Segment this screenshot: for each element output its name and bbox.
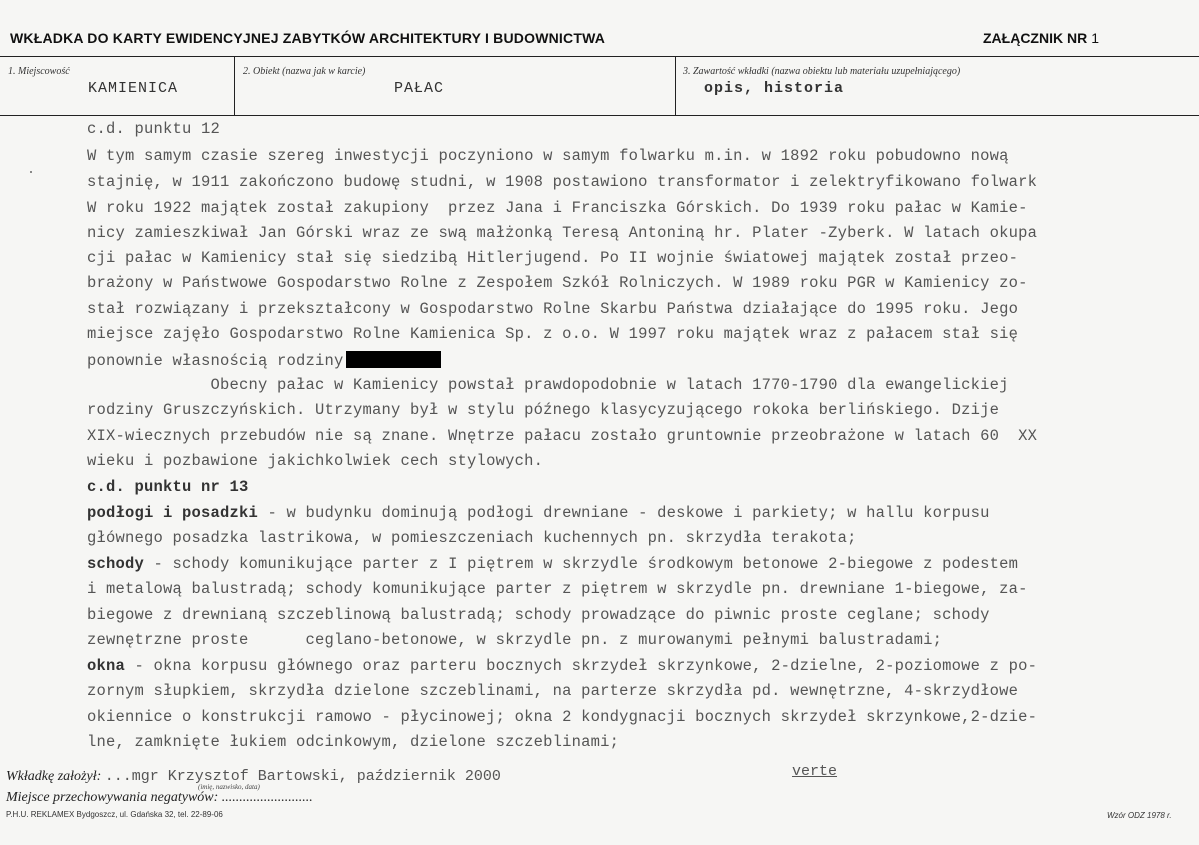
field-divider-2 (675, 56, 676, 115)
text-line: zornym słupkiem, skrzydła dzielone szczeblinami, na parterze skrzydła pd. wewnętrzne, 4-skrzydłowe (87, 682, 1019, 700)
stairs-line (87, 555, 1018, 573)
redaction-bar (346, 351, 441, 368)
text-fragment: ponownie własnością rodziny (87, 352, 344, 370)
founder-dots: ... (104, 768, 132, 785)
header-bottom-rule (0, 115, 1199, 116)
locality-label: 1. Miejscowość (8, 66, 70, 77)
windows-label: okna (87, 657, 126, 675)
founder-value: mgr Krzysztof Bartowski, październik 2000 (131, 768, 501, 785)
annex-label (983, 30, 1099, 46)
text-line: okiennice o konstrukcji ramowo - płycinowej; okna 2 kondygnacji bocznych skrzydeł skrzynkowe,2-dzie- (87, 708, 1038, 726)
storage-row (6, 790, 313, 806)
printer-info: P.H.U. REKLAMEX Bydgoszcz, ul. Gdańska 32, tel. 22-89-06 (6, 810, 223, 819)
text-line: W roku 1922 majątek został zakupiony przez Jana i Franciszka Górskich. Do 1939 roku pałac w Kamie- (87, 199, 1028, 217)
content-label: 3. Zawartość wkładki (nazwa obiektu lub materiału uzupełniającego) (683, 66, 961, 77)
heading-point-12: c.d. punktu 12 (87, 120, 221, 138)
text-line: stał rozwiązany i przekształcony w Gospodarstwo Rolne Skarbu Państwa działające do 1995 roku. Jego (87, 300, 1019, 318)
text-line: Obecny pałac w Kamienicy powstał prawdopodobnie w latach 1770-1790 dla ewangelickiej (87, 376, 1009, 394)
text-line: rodziny Gruszczyńskich. Utrzymany był w stylu późnego klasycyzującego rokoka berlińskiego. Dzije (87, 401, 1000, 419)
text-fragment: - okna korpusu głównego oraz parteru bocznych skrzydeł skrzynkowe, 2-dzielne, 2-poziomowe z po- (125, 657, 1038, 675)
text-fragment: - w budynku dominują podłogi drewniane - deskowe i parkiety; w hallu korpusu (258, 504, 990, 522)
text-line: XIX-wiecznych przebudów nie są znane. Wnętrze pałacu zostało gruntownie przeobrażone w latach 60 XX (87, 427, 1038, 445)
text-line: i metalową balustradą; schody komunikujące parter z piętrem w skrzydle pn. drewniane 1-biegowe, za- (87, 580, 1028, 598)
stairs-label: schody (87, 555, 145, 573)
text-line: cji pałac w Kamienicy stał się siedzibą Hitlerjugend. Po II wojnie światowej majątek został przeo- (87, 249, 1019, 267)
text-line: biegowe z drewnianą szczeblinową balustradą; schody prowadzące do piwnic proste ceglane; schody (87, 606, 990, 624)
floors-line (87, 504, 990, 522)
annex-label-text: ZAŁĄCZNIK NR (983, 30, 1088, 46)
windows-line (87, 657, 1037, 675)
form-title: WKŁADKA DO KARTY EWIDENCYJNEJ ZABYTKÓW ARCHITEKTURY I BUDOWNICTWA (10, 30, 606, 46)
floors-label: podłogi i posadzki (87, 504, 259, 522)
object-label: 2. Obiekt (nazwa jak w karcie) (243, 66, 366, 77)
text-line: zewnętrzne proste ceglano-betonowe, w skrzydle pn. z murowanymi pełnymi balustradami; (87, 631, 943, 649)
locality-value: KAMIENICA (88, 80, 179, 97)
object-value: PAŁAC (394, 80, 445, 97)
annex-number: 1 (1091, 30, 1100, 46)
form-reference: Wzór ODZ 1978 r. (1107, 811, 1172, 820)
heading-point-13: c.d. punktu nr 13 (87, 478, 249, 496)
text-line: brażony w Państwowe Gospodarstwo Rolne z Zespołem Szkół Rolniczych. W 1989 roku PGR w Kamienicy zo- (87, 274, 1028, 292)
text-line-redacted (87, 351, 441, 370)
storage-dots: .......................... (221, 790, 313, 805)
founder-label: Wkładkę założył: (6, 769, 102, 784)
storage-label: Miejsce przechowywania negatywów: (6, 790, 219, 805)
header-top-rule (0, 56, 1199, 57)
text-line: nicy zamieszkiwał Jan Górski wraz ze swą małżonką Teresą Antoniną hr. Plater -Zyberk. W latach okupa (87, 224, 1038, 242)
field-divider-1 (234, 56, 235, 115)
text-line: wieku i pozbawione jakichkolwiek cech stylowych. (87, 452, 544, 470)
text-line: głównego posadzka lastrikowa, w pomieszczeniach kuchennych pn. skrzydła terakota; (87, 529, 857, 547)
text-line: miejsce zajęło Gospodarstwo Rolne Kamienica Sp. z o.o. W 1997 roku majątek wraz z pałacem stał się (87, 325, 1019, 343)
text-line: lne, zamknięte łukiem odcinkowym, dzielone szczeblinami; (87, 733, 620, 751)
verte-note: verte (792, 763, 838, 780)
text-fragment: - schody komunikujące parter z I piętrem w skrzydle środkowym betonowe 2-biegowe z podestem (144, 555, 1019, 573)
content-value: opis, historia (704, 80, 845, 97)
speck (30, 171, 32, 173)
text-line: W tym samym czasie szereg inwestycji poczyniono w samym folwarku m.in. w 1892 roku pobudowno nową (87, 147, 1009, 165)
founder-sublabel: (imię, nazwisko, data) (198, 783, 260, 791)
text-line: stajnię, w 1911 zakończono budowę studni, w 1908 postawiono transformator i zelektryfikowano folwark (87, 173, 1038, 191)
